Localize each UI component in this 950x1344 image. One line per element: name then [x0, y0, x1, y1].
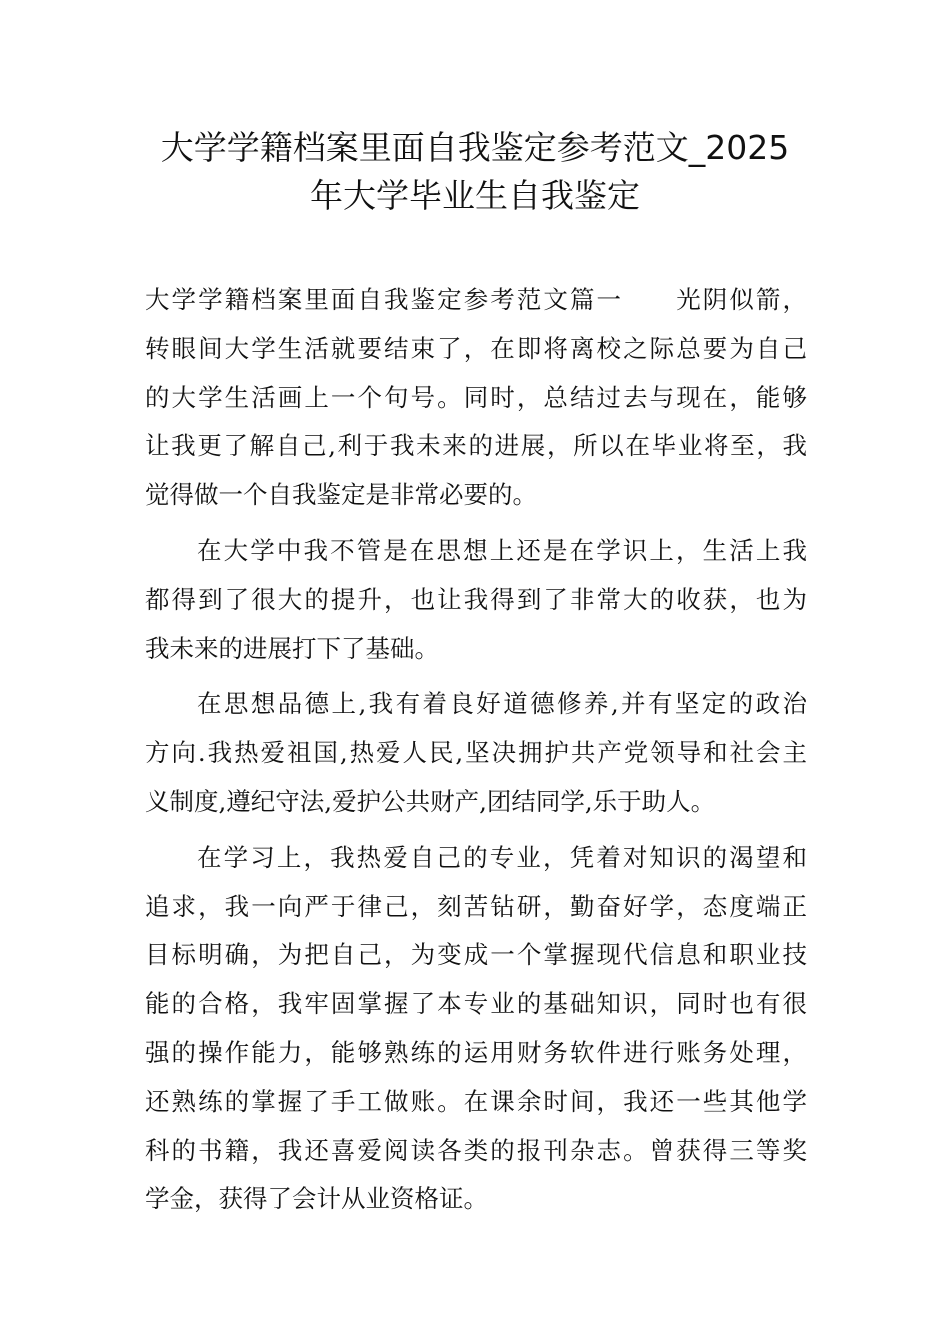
document-title	[120, 124, 830, 220]
paragraph-3	[145, 680, 807, 826]
text-line: 目标明确，为把自己，为变成一个掌握现代信息和职业技	[145, 940, 807, 970]
text-line: 强的操作能力，能够熟练的运用财务软件进行账务处理，	[145, 1037, 807, 1067]
text-line: 我未来的进展打下了基础。	[145, 633, 439, 663]
text-line: 大学学籍档案里面自我鉴定参考范文篇一 光阴似箭，	[145, 285, 807, 314]
text-line: 追求，我一向严于律己，刻苦钻研，勤奋好学，态度端正	[145, 891, 807, 921]
text-line: 在思想品德上,我有着良好道德修养,并有坚定的政治	[197, 689, 807, 719]
text-line: 还熟练的掌握了手工做账。在课余时间，我还一些其他学	[145, 1086, 807, 1116]
text-line: 觉得做一个自我鉴定是非常必要的。	[145, 480, 537, 510]
text-line: 学金，获得了会计从业资格证。	[145, 1184, 488, 1214]
document-body	[145, 276, 807, 1231]
text-line: 在大学中我不管是在思想上还是在学识上，生活上我	[197, 535, 807, 565]
title-line-1: 大学学籍档案里面自我鉴定参考范文_2025	[160, 128, 790, 167]
text-line: 义制度,遵纪守法,爱护公共财产,团结同学,乐于助人。	[145, 786, 716, 816]
text-line: 在学习上，我热爱自己的专业，凭着对知识的渴望和	[197, 842, 807, 872]
text-line: 让我更了解自己,利于我未来的进展，所以在毕业将至，我	[145, 431, 807, 461]
text-line: 方向.我热爱祖国,热爱人民,坚决拥护共产党领导和社会主	[145, 738, 807, 768]
text-line: 能的合格，我牢固掌握了本专业的基础知识，同时也有很	[145, 989, 807, 1019]
text-line: 的大学生活画上一个句号。同时，总结过去与现在，能够	[145, 382, 807, 412]
text-line: 都得到了很大的提升，也让我得到了非常大的收获，也为	[145, 584, 807, 614]
paragraph-1	[145, 276, 807, 520]
text-line: 转眼间大学生活就要结束了，在即将离校之际总要为自己	[145, 333, 807, 363]
title-line-2: 年大学毕业生自我鉴定	[310, 176, 640, 215]
paragraph-4	[145, 834, 807, 1224]
paragraph-2	[145, 527, 807, 673]
text-line: 科的书籍，我还喜爱阅读各类的报刊杂志。曾获得三等奖	[145, 1135, 807, 1165]
